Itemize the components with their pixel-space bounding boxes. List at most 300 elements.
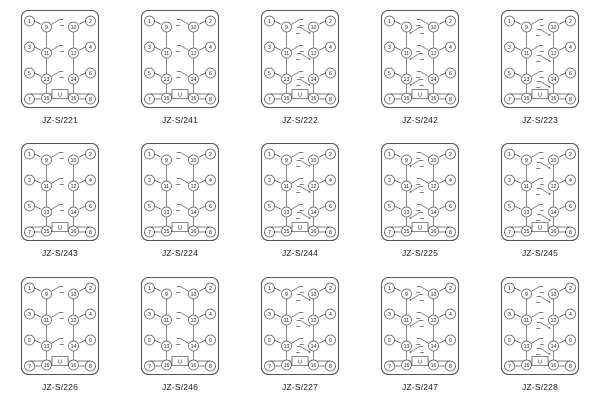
svg-text:4: 4 xyxy=(209,45,212,52)
svg-text:5: 5 xyxy=(388,337,391,344)
svg-text:16: 16 xyxy=(430,362,437,369)
svg-text:7: 7 xyxy=(268,230,271,237)
svg-text:12: 12 xyxy=(310,184,317,191)
svg-text:3: 3 xyxy=(388,45,391,52)
relay-wiring-diagram xyxy=(497,6,583,112)
diagram-cell xyxy=(120,0,240,133)
svg-text:13: 13 xyxy=(283,77,290,84)
svg-text:8: 8 xyxy=(209,363,212,370)
svg-text:11: 11 xyxy=(43,184,50,191)
svg-text:14: 14 xyxy=(70,343,77,350)
svg-text:6: 6 xyxy=(329,71,332,78)
svg-text:8: 8 xyxy=(89,363,92,370)
svg-text:8: 8 xyxy=(329,363,332,370)
svg-text:2: 2 xyxy=(449,19,452,26)
svg-text:12: 12 xyxy=(70,51,77,58)
svg-text:12: 12 xyxy=(190,184,197,191)
svg-text:6: 6 xyxy=(569,71,572,78)
svg-text:2: 2 xyxy=(209,285,212,292)
svg-text:4: 4 xyxy=(569,311,572,318)
svg-text:4: 4 xyxy=(89,178,92,185)
svg-text:10: 10 xyxy=(190,291,197,298)
svg-text:6: 6 xyxy=(209,71,212,78)
diagram-caption: JZ-S/221 xyxy=(41,115,79,125)
svg-text:7: 7 xyxy=(388,97,391,104)
svg-text:13: 13 xyxy=(43,77,50,84)
diagram-caption: JZ-S/242 xyxy=(401,115,439,125)
diagram-cell xyxy=(480,267,600,400)
svg-text:4: 4 xyxy=(329,178,332,185)
svg-text:6: 6 xyxy=(449,337,452,344)
diagram-cell xyxy=(0,133,120,266)
svg-text:16: 16 xyxy=(310,229,317,236)
svg-text:9: 9 xyxy=(165,291,168,298)
svg-text:10: 10 xyxy=(310,291,317,298)
svg-text:12: 12 xyxy=(190,51,197,58)
svg-text:12: 12 xyxy=(70,184,77,191)
svg-text:11: 11 xyxy=(283,184,290,191)
svg-text:13: 13 xyxy=(403,343,410,350)
svg-text:5: 5 xyxy=(508,337,511,344)
svg-text:8: 8 xyxy=(449,230,452,237)
svg-text:15: 15 xyxy=(43,229,50,236)
svg-text:3: 3 xyxy=(388,178,391,185)
svg-text:15: 15 xyxy=(403,229,410,236)
svg-text:14: 14 xyxy=(190,210,197,217)
svg-text:10: 10 xyxy=(190,25,197,32)
svg-text:4: 4 xyxy=(569,178,572,185)
svg-text:7: 7 xyxy=(148,230,151,237)
svg-text:7: 7 xyxy=(28,97,31,104)
svg-text:10: 10 xyxy=(70,25,77,32)
diagram-cell xyxy=(0,0,120,133)
diagram-cell xyxy=(120,133,240,266)
svg-text:16: 16 xyxy=(430,96,437,103)
svg-text:14: 14 xyxy=(550,77,557,84)
svg-text:10: 10 xyxy=(550,291,557,298)
svg-text:2: 2 xyxy=(329,285,332,292)
svg-text:16: 16 xyxy=(190,229,197,236)
svg-text:2: 2 xyxy=(569,285,572,292)
svg-text:11: 11 xyxy=(523,317,530,324)
svg-text:1: 1 xyxy=(268,152,271,159)
svg-text:11: 11 xyxy=(163,51,170,58)
svg-text:2: 2 xyxy=(89,285,92,292)
svg-text:7: 7 xyxy=(388,363,391,370)
svg-text:13: 13 xyxy=(523,343,530,350)
svg-text:10: 10 xyxy=(550,158,557,165)
svg-text:16: 16 xyxy=(310,362,317,369)
svg-text:U: U xyxy=(537,225,543,232)
svg-text:5: 5 xyxy=(268,71,271,78)
diagram-caption: JZ-S/223 xyxy=(521,115,559,125)
svg-text:13: 13 xyxy=(43,210,50,217)
svg-text:9: 9 xyxy=(285,158,288,165)
svg-text:U: U xyxy=(417,225,423,232)
svg-text:1: 1 xyxy=(148,152,151,159)
svg-text:8: 8 xyxy=(449,363,452,370)
svg-text:16: 16 xyxy=(550,229,557,236)
svg-text:2: 2 xyxy=(329,152,332,159)
svg-text:16: 16 xyxy=(430,229,437,236)
svg-text:3: 3 xyxy=(268,45,271,52)
svg-text:11: 11 xyxy=(403,184,410,191)
svg-text:16: 16 xyxy=(310,96,317,103)
svg-text:9: 9 xyxy=(285,25,288,32)
diagram-cell xyxy=(360,133,480,266)
diagram-caption: JZ-S/228 xyxy=(521,381,559,392)
svg-text:2: 2 xyxy=(89,152,92,159)
svg-text:12: 12 xyxy=(310,317,317,324)
svg-text:14: 14 xyxy=(550,343,557,350)
svg-text:11: 11 xyxy=(163,184,170,191)
svg-text:7: 7 xyxy=(508,230,511,237)
svg-text:13: 13 xyxy=(163,343,170,350)
diagram-cell xyxy=(360,0,480,133)
svg-text:6: 6 xyxy=(449,71,452,78)
svg-text:2: 2 xyxy=(569,152,572,159)
svg-text:1: 1 xyxy=(268,19,271,26)
svg-text:3: 3 xyxy=(268,311,271,318)
svg-text:9: 9 xyxy=(165,25,168,32)
svg-text:U: U xyxy=(57,92,63,99)
svg-text:14: 14 xyxy=(190,77,197,84)
svg-text:5: 5 xyxy=(28,337,31,344)
svg-text:13: 13 xyxy=(283,210,290,217)
diagram-cell xyxy=(480,0,600,133)
diagram-caption: JZ-S/222 xyxy=(281,115,319,125)
svg-text:9: 9 xyxy=(405,291,408,298)
svg-text:10: 10 xyxy=(310,25,317,32)
svg-text:3: 3 xyxy=(508,311,511,318)
svg-text:6: 6 xyxy=(89,337,92,344)
svg-text:5: 5 xyxy=(508,71,511,78)
diagram-cell xyxy=(120,267,240,400)
svg-text:U: U xyxy=(537,92,543,99)
svg-text:6: 6 xyxy=(329,337,332,344)
relay-wiring-diagram xyxy=(17,6,103,112)
diagram-cell xyxy=(480,133,600,266)
svg-text:12: 12 xyxy=(430,317,437,324)
diagram-caption: JZ-S/247 xyxy=(401,381,439,392)
svg-text:5: 5 xyxy=(268,204,271,211)
diagram-caption: JZ-S/241 xyxy=(161,115,199,125)
svg-text:16: 16 xyxy=(70,96,77,103)
svg-text:5: 5 xyxy=(508,204,511,211)
svg-text:1: 1 xyxy=(28,285,31,292)
svg-text:15: 15 xyxy=(523,362,530,369)
svg-text:8: 8 xyxy=(209,230,212,237)
svg-text:11: 11 xyxy=(283,317,290,324)
svg-text:14: 14 xyxy=(310,77,317,84)
svg-text:2: 2 xyxy=(209,19,212,26)
relay-wiring-diagram xyxy=(257,6,343,112)
svg-text:15: 15 xyxy=(403,362,410,369)
svg-text:2: 2 xyxy=(89,19,92,26)
svg-text:3: 3 xyxy=(148,45,151,52)
diagram-caption: JZ-S/226 xyxy=(41,381,79,392)
svg-text:3: 3 xyxy=(148,178,151,185)
svg-text:7: 7 xyxy=(268,363,271,370)
svg-text:10: 10 xyxy=(70,158,77,165)
svg-text:15: 15 xyxy=(283,229,290,236)
svg-text:5: 5 xyxy=(388,204,391,211)
svg-text:15: 15 xyxy=(403,96,410,103)
svg-text:9: 9 xyxy=(405,25,408,32)
svg-text:1: 1 xyxy=(28,152,31,159)
svg-text:11: 11 xyxy=(43,51,50,58)
svg-text:1: 1 xyxy=(148,19,151,26)
svg-text:12: 12 xyxy=(430,51,437,58)
relay-wiring-diagram xyxy=(377,6,463,112)
svg-text:16: 16 xyxy=(190,362,197,369)
svg-text:13: 13 xyxy=(523,77,530,84)
svg-text:2: 2 xyxy=(209,152,212,159)
svg-text:5: 5 xyxy=(28,204,31,211)
svg-text:6: 6 xyxy=(569,204,572,211)
relay-wiring-diagram xyxy=(137,273,223,379)
diagram-cell xyxy=(0,267,120,400)
svg-text:4: 4 xyxy=(449,311,452,318)
diagram-cell xyxy=(240,133,360,266)
svg-text:11: 11 xyxy=(283,51,290,58)
svg-text:13: 13 xyxy=(163,210,170,217)
svg-text:8: 8 xyxy=(329,97,332,104)
svg-text:3: 3 xyxy=(268,178,271,185)
svg-text:10: 10 xyxy=(550,25,557,32)
svg-text:14: 14 xyxy=(430,343,437,350)
svg-text:14: 14 xyxy=(70,77,77,84)
svg-text:7: 7 xyxy=(388,230,391,237)
svg-text:15: 15 xyxy=(163,362,170,369)
svg-text:8: 8 xyxy=(569,363,572,370)
svg-text:9: 9 xyxy=(525,158,528,165)
svg-text:8: 8 xyxy=(449,97,452,104)
svg-text:3: 3 xyxy=(148,311,151,318)
svg-text:U: U xyxy=(297,92,303,99)
svg-text:10: 10 xyxy=(190,158,197,165)
svg-text:7: 7 xyxy=(268,97,271,104)
svg-text:8: 8 xyxy=(569,97,572,104)
svg-text:7: 7 xyxy=(28,363,31,370)
svg-text:9: 9 xyxy=(45,25,48,32)
svg-text:12: 12 xyxy=(190,317,197,324)
svg-text:9: 9 xyxy=(405,158,408,165)
svg-text:10: 10 xyxy=(430,25,437,32)
svg-text:5: 5 xyxy=(388,71,391,78)
svg-text:3: 3 xyxy=(508,45,511,52)
svg-text:4: 4 xyxy=(449,178,452,185)
svg-text:12: 12 xyxy=(430,184,437,191)
diagram-cell xyxy=(240,0,360,133)
svg-text:2: 2 xyxy=(569,19,572,26)
svg-text:U: U xyxy=(537,358,543,365)
svg-text:5: 5 xyxy=(148,71,151,78)
svg-text:14: 14 xyxy=(310,210,317,217)
svg-text:11: 11 xyxy=(163,317,170,324)
svg-text:16: 16 xyxy=(550,96,557,103)
relay-wiring-diagram xyxy=(17,273,103,379)
svg-text:15: 15 xyxy=(523,229,530,236)
relay-wiring-diagram xyxy=(257,139,343,245)
svg-text:5: 5 xyxy=(148,204,151,211)
svg-text:6: 6 xyxy=(209,204,212,211)
diagram-caption: JZ-S/225 xyxy=(401,248,439,259)
svg-text:7: 7 xyxy=(148,97,151,104)
svg-text:15: 15 xyxy=(283,362,290,369)
relay-wiring-diagram xyxy=(497,273,583,379)
svg-text:4: 4 xyxy=(329,45,332,52)
svg-text:15: 15 xyxy=(43,96,50,103)
svg-text:15: 15 xyxy=(523,96,530,103)
svg-text:U: U xyxy=(177,358,183,365)
svg-text:12: 12 xyxy=(70,317,77,324)
svg-text:14: 14 xyxy=(70,210,77,217)
relay-wiring-diagram xyxy=(137,6,223,112)
diagram-cell xyxy=(360,267,480,400)
svg-text:14: 14 xyxy=(430,210,437,217)
relay-wiring-diagram xyxy=(377,273,463,379)
svg-text:3: 3 xyxy=(28,178,31,185)
svg-text:2: 2 xyxy=(329,19,332,26)
svg-text:14: 14 xyxy=(310,343,317,350)
relay-wiring-diagram xyxy=(377,139,463,245)
svg-text:11: 11 xyxy=(43,317,50,324)
svg-text:13: 13 xyxy=(163,77,170,84)
svg-text:1: 1 xyxy=(508,285,511,292)
svg-text:9: 9 xyxy=(525,25,528,32)
svg-text:7: 7 xyxy=(28,230,31,237)
svg-text:14: 14 xyxy=(430,77,437,84)
svg-text:U: U xyxy=(57,225,63,232)
svg-text:6: 6 xyxy=(329,204,332,211)
svg-text:11: 11 xyxy=(403,51,410,58)
svg-text:4: 4 xyxy=(569,45,572,52)
svg-text:6: 6 xyxy=(89,204,92,211)
svg-text:12: 12 xyxy=(310,51,317,58)
svg-text:16: 16 xyxy=(70,362,77,369)
svg-text:15: 15 xyxy=(163,96,170,103)
svg-text:U: U xyxy=(417,358,423,365)
svg-text:13: 13 xyxy=(403,210,410,217)
svg-text:9: 9 xyxy=(525,291,528,298)
svg-text:16: 16 xyxy=(550,362,557,369)
svg-text:10: 10 xyxy=(430,291,437,298)
svg-text:9: 9 xyxy=(45,158,48,165)
svg-text:9: 9 xyxy=(285,291,288,298)
svg-text:3: 3 xyxy=(28,45,31,52)
svg-text:16: 16 xyxy=(70,229,77,236)
svg-text:U: U xyxy=(177,92,183,99)
svg-text:13: 13 xyxy=(523,210,530,217)
svg-text:7: 7 xyxy=(508,363,511,370)
svg-text:11: 11 xyxy=(523,51,530,58)
diagram-caption: JZ-S/246 xyxy=(161,381,199,392)
svg-text:8: 8 xyxy=(329,230,332,237)
svg-text:10: 10 xyxy=(70,291,77,298)
svg-text:U: U xyxy=(417,92,423,99)
svg-text:4: 4 xyxy=(449,45,452,52)
svg-text:1: 1 xyxy=(388,285,391,292)
svg-text:12: 12 xyxy=(550,184,557,191)
svg-text:10: 10 xyxy=(310,158,317,165)
svg-text:16: 16 xyxy=(190,96,197,103)
relay-wiring-diagram xyxy=(17,139,103,245)
svg-text:1: 1 xyxy=(388,19,391,26)
svg-text:6: 6 xyxy=(209,337,212,344)
diagram-caption: JZ-S/245 xyxy=(521,248,559,259)
svg-text:1: 1 xyxy=(388,152,391,159)
svg-text:9: 9 xyxy=(165,158,168,165)
svg-text:13: 13 xyxy=(43,343,50,350)
svg-text:1: 1 xyxy=(508,19,511,26)
svg-text:5: 5 xyxy=(148,337,151,344)
svg-text:8: 8 xyxy=(209,97,212,104)
svg-text:3: 3 xyxy=(388,311,391,318)
diagram-caption: JZ-S/244 xyxy=(281,248,319,259)
svg-text:11: 11 xyxy=(403,317,410,324)
svg-text:6: 6 xyxy=(449,204,452,211)
svg-text:4: 4 xyxy=(209,311,212,318)
svg-text:4: 4 xyxy=(329,311,332,318)
svg-text:1: 1 xyxy=(148,285,151,292)
svg-text:2: 2 xyxy=(449,285,452,292)
svg-text:14: 14 xyxy=(190,343,197,350)
diagram-caption: JZ-S/224 xyxy=(161,248,199,259)
svg-text:10: 10 xyxy=(430,158,437,165)
svg-text:4: 4 xyxy=(209,178,212,185)
svg-text:8: 8 xyxy=(89,97,92,104)
svg-text:4: 4 xyxy=(89,45,92,52)
svg-text:5: 5 xyxy=(28,71,31,78)
svg-text:3: 3 xyxy=(508,178,511,185)
svg-text:U: U xyxy=(297,358,303,365)
svg-text:14: 14 xyxy=(550,210,557,217)
svg-text:1: 1 xyxy=(268,285,271,292)
relay-wiring-diagram xyxy=(497,139,583,245)
svg-text:8: 8 xyxy=(569,230,572,237)
svg-text:11: 11 xyxy=(523,184,530,191)
svg-text:U: U xyxy=(177,225,183,232)
svg-text:1: 1 xyxy=(508,152,511,159)
svg-text:4: 4 xyxy=(89,311,92,318)
svg-text:12: 12 xyxy=(550,317,557,324)
svg-text:15: 15 xyxy=(43,362,50,369)
svg-text:6: 6 xyxy=(569,337,572,344)
diagram-caption: JZ-S/227 xyxy=(281,381,319,392)
svg-text:8: 8 xyxy=(89,230,92,237)
svg-text:U: U xyxy=(57,358,63,365)
svg-text:13: 13 xyxy=(403,77,410,84)
svg-text:2: 2 xyxy=(449,152,452,159)
svg-text:9: 9 xyxy=(45,291,48,298)
diagram-cell xyxy=(240,267,360,400)
svg-text:3: 3 xyxy=(28,311,31,318)
svg-text:U: U xyxy=(297,225,303,232)
svg-text:7: 7 xyxy=(148,363,151,370)
svg-text:1: 1 xyxy=(28,19,31,26)
svg-text:15: 15 xyxy=(283,96,290,103)
svg-text:6: 6 xyxy=(89,71,92,78)
svg-text:13: 13 xyxy=(283,343,290,350)
svg-text:15: 15 xyxy=(163,229,170,236)
diagram-caption: JZ-S/243 xyxy=(41,248,79,259)
relay-wiring-diagram xyxy=(137,139,223,245)
svg-text:7: 7 xyxy=(508,97,511,104)
svg-text:12: 12 xyxy=(550,51,557,58)
relay-wiring-diagram xyxy=(257,273,343,379)
svg-text:5: 5 xyxy=(268,337,271,344)
